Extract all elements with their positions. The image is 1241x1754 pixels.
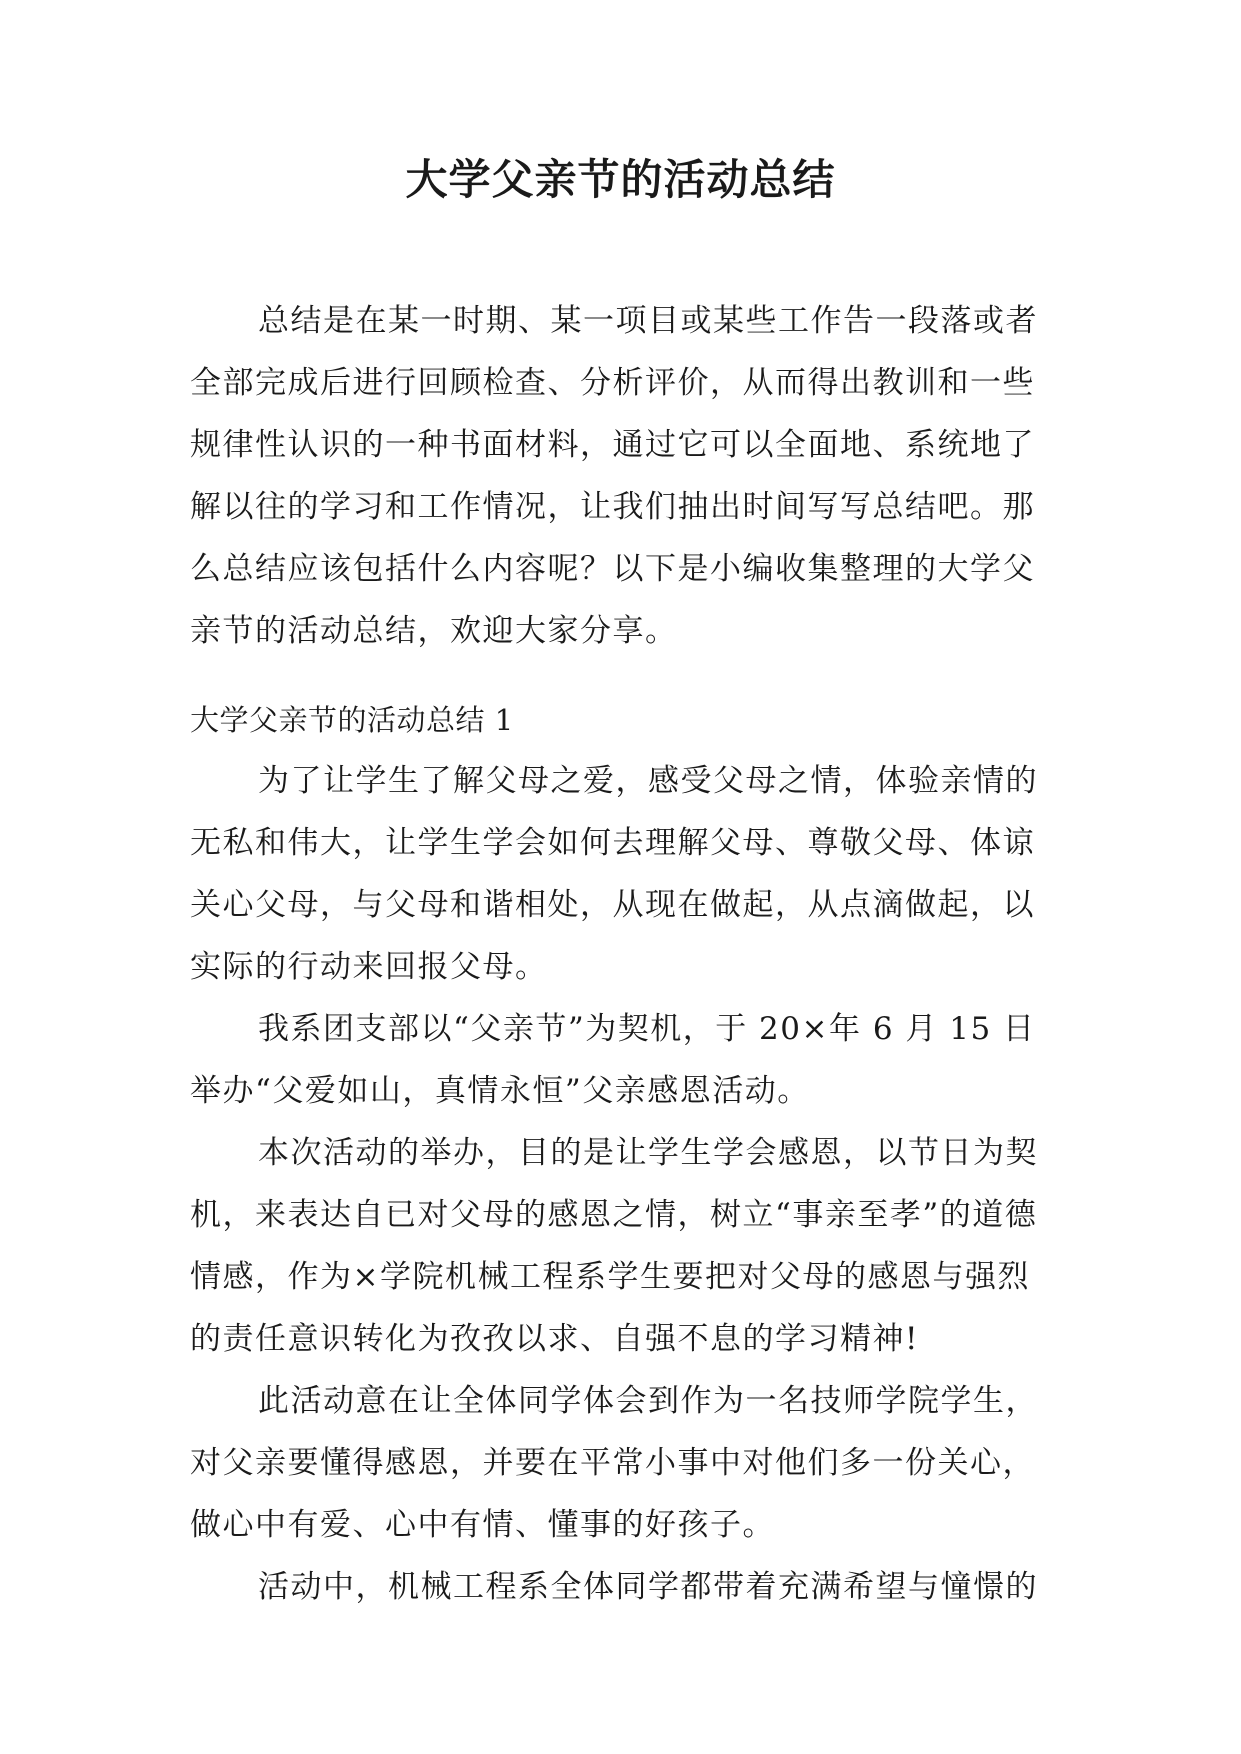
document-title: 大学父亲节的活动总结 [405, 155, 836, 204]
section-heading: 大学父亲节的活动总结 1 [190, 703, 514, 737]
body-paragraph: 为了让学生了解父母之爱，感受父母之情，体验亲情的无私和伟大，让学生学会如何去理解父母、尊敬父母、体谅关心父母，与父母和谐相处，从现在做起，从点滴做起，以实际的行动来回报父母。 [190, 763, 1038, 985]
intro-section [190, 290, 1062, 662]
body-paragraph: 活动中，机械工程系全体同学都带着充满希望与憧憬的 [258, 1569, 1038, 1605]
intro-paragraph: 总结是在某一时期、某一项目或某些工作告一段落或者全部完成后进行回顾检查、分析评价，从而得出教训和一些规律性认识的一种书面材料，通过它可以全面地、系统地了解以往的学习和工作情况，让我们抽出时间写写总结吧。那么总结应该包括什么内容呢？以下是小编收集整理的大学父亲节的活动总结，欢迎大家分享。 [190, 303, 1038, 649]
body-paragraph: 本次活动的举办，目的是让学生学会感恩，以节日为契机，来表达自已对父母的感恩之情，树立“事亲至孝”的道德情感，作为×学院机械工程系学生要把对父母的感恩与强烈的责任意识转化为孜孜以求、自强不息的学习精神! [190, 1135, 1038, 1357]
body-paragraph: 此活动意在让全体同学体会到作为一名技师学院学生，对父亲要懂得感恩，并要在平常小事中对他们多一份关心，做心中有爱、心中有情、懂事的好孩子。 [190, 1383, 1038, 1543]
section-body [190, 750, 1062, 1618]
body-paragraph: 我系团支部以“父亲节”为契机，于 20×年 6 月 15 日举办“父爱如山，真情永恒”父亲感恩活动。 [190, 1011, 1036, 1109]
